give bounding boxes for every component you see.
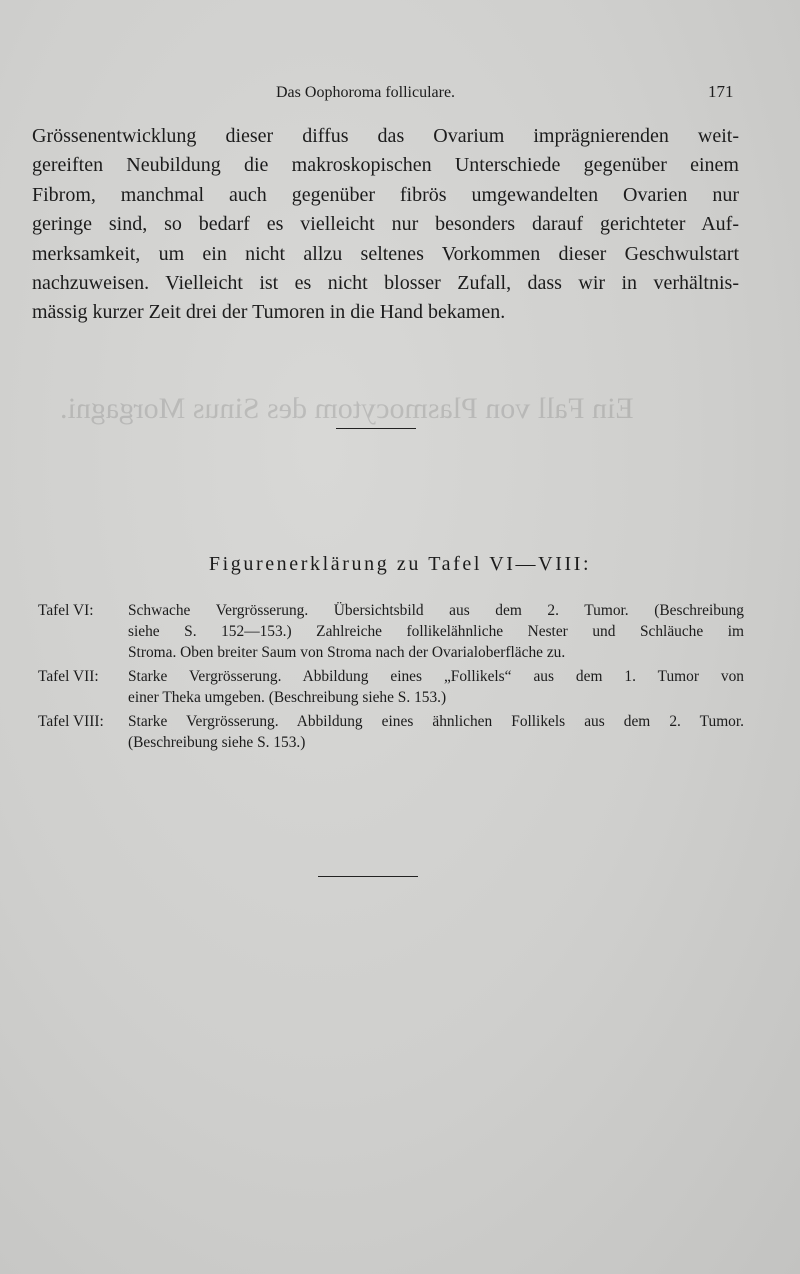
bleed-through-text: Ein Fall von Plasmocytom des Sinus Morgagni. bbox=[60, 392, 634, 425]
caption-line: Starke Vergrösserung. Abbildung eines ähnlichen Follikels aus dem 2. Tumor. bbox=[128, 713, 744, 730]
caption-label: Tafel VII: bbox=[38, 668, 99, 685]
caption-heading: Figurenerklärung zu Tafel VI—VIII: bbox=[208, 553, 592, 575]
body-line: Grössenentwicklung dieser diffus das Ovarium imprägnierenden weit- bbox=[32, 125, 739, 147]
caption-text bbox=[128, 666, 744, 708]
figure-captions bbox=[38, 600, 744, 756]
body-line: merksamkeit, um ein nicht allzu seltenes Vorkommen dieser Geschwulstart bbox=[32, 242, 739, 265]
caption-line: (Beschreibung siehe S. 153.) bbox=[128, 734, 306, 751]
caption-line: Schwache Vergrösserung. Übersichtsbild aus dem 2. Tumor. (Beschreibung bbox=[128, 602, 744, 619]
body-line: nachzuweisen. Vielleicht ist es nicht blosser Zufall, dass wir in verhältnis- bbox=[32, 272, 739, 295]
body-line: Fibrom, manchmal auch gegenüber fibrös umgewandelten Ovarien nur bbox=[32, 183, 739, 206]
body-line: gereiften Neubildung die makroskopischen Unterschiede gegenüber einem bbox=[32, 154, 739, 177]
page-number: 171 bbox=[708, 82, 734, 101]
body-line: mässig kurzer Zeit drei der Tumoren in die Hand bekamen. bbox=[32, 301, 506, 324]
caption-text bbox=[128, 711, 744, 753]
end-divider bbox=[318, 876, 418, 877]
caption-entry bbox=[38, 711, 744, 753]
caption-label: Tafel VIII: bbox=[38, 713, 104, 730]
body-line: geringe sind, so bedarf es vielleicht nur besonders darauf gerichteter Auf- bbox=[32, 213, 739, 236]
caption-entry bbox=[38, 600, 744, 663]
caption-text bbox=[128, 600, 744, 663]
caption-line: Stroma. Oben breiter Saum von Stroma nach der Ovarialoberfläche zu. bbox=[128, 644, 566, 661]
caption-line: Starke Vergrösserung. Abbildung eines „Follikels“ aus dem 1. Tumor von bbox=[128, 668, 744, 685]
caption-line: siehe S. 152—153.) Zahlreiche follikelähnliche Nester und Schläuche im bbox=[128, 623, 744, 640]
running-title: Das Oophoroma folliculare. bbox=[276, 84, 456, 101]
running-header bbox=[0, 80, 800, 104]
caption-entry bbox=[38, 666, 744, 708]
caption-label: Tafel VI: bbox=[38, 602, 94, 619]
caption-line: einer Theka umgeben. (Beschreibung siehe S. 153.) bbox=[128, 689, 447, 706]
body-paragraph bbox=[32, 122, 739, 328]
section-divider bbox=[336, 428, 416, 429]
